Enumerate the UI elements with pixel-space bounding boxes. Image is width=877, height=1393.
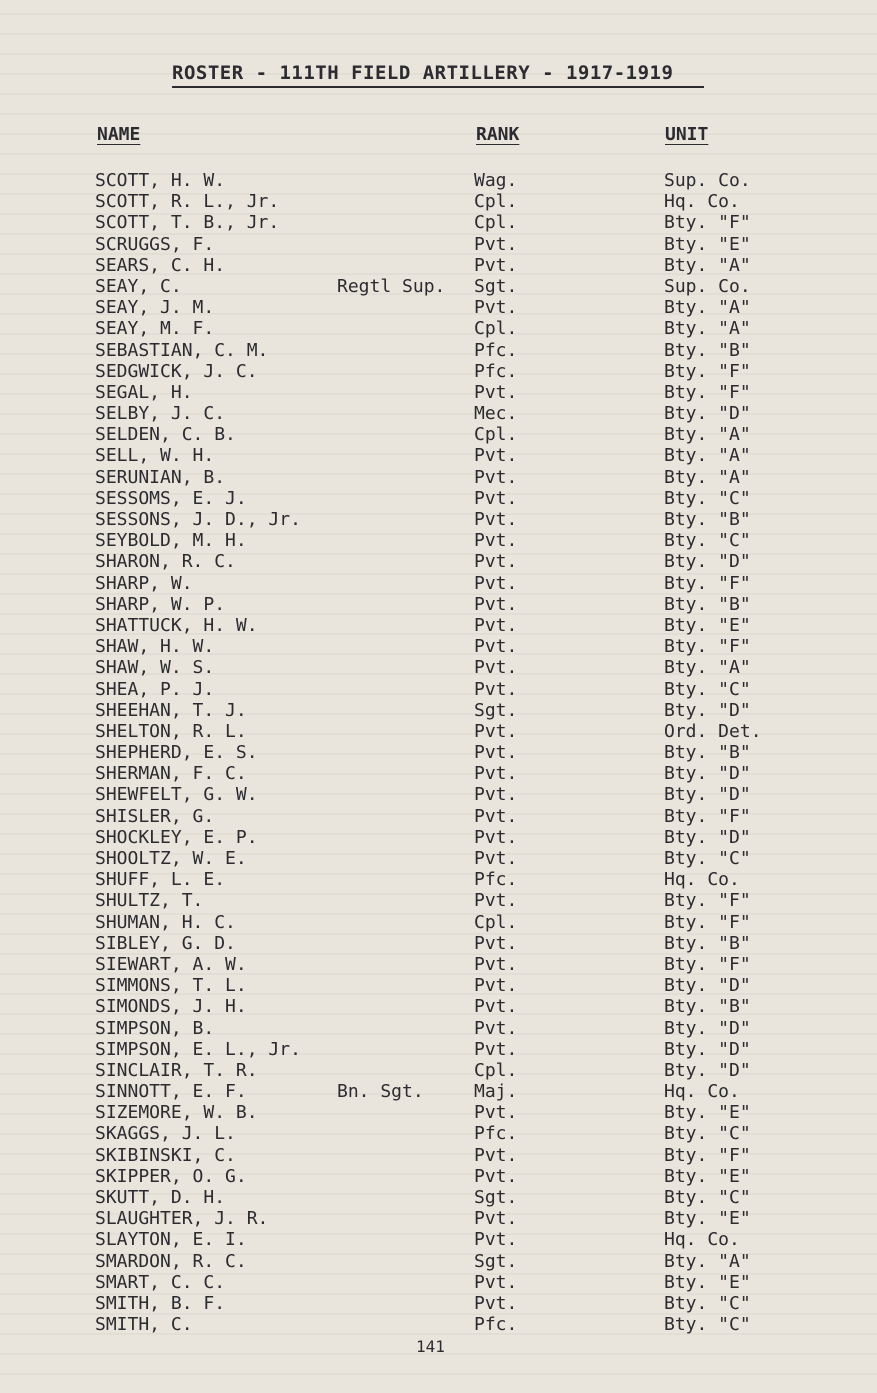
table-row [0, 912, 877, 933]
roster-rank: Pvt. [474, 1292, 518, 1314]
table-row [0, 403, 877, 424]
roster-unit: Bty. "A" [664, 254, 751, 276]
table-row [0, 1314, 877, 1335]
roster-unit: Bty. "D" [664, 1038, 751, 1060]
table-row [0, 890, 877, 911]
roster-name: SKUTT, D. H. [95, 1187, 226, 1208]
roster-rank: Pvt. [474, 1038, 518, 1060]
roster-name: SMARDON, R. C. [95, 1250, 247, 1272]
table-row [0, 1123, 877, 1144]
roster-rank: Pvt. [474, 381, 518, 403]
roster-name: SIMPSON, E. L., Jr. [95, 1038, 301, 1060]
table-row [0, 806, 877, 827]
roster-name: SCOTT, R. L., Jr. [95, 191, 280, 213]
roster-name: SELL, W. H. [95, 445, 215, 467]
roster-name: SHISLER, G. [95, 805, 215, 827]
roster-name: SCOTT, H. W. [95, 170, 226, 191]
page-title: ROSTER - 111TH FIELD ARTILLERY - 1917-1919 [172, 62, 674, 84]
table-row [0, 445, 877, 466]
roster-name: SESSOMS, E. J. [95, 487, 247, 509]
roster-unit: Bty. "F" [664, 1144, 751, 1166]
roster-unit: Bty. "F" [664, 805, 751, 827]
roster-name: SHUMAN, H. C. [95, 911, 236, 933]
roster-unit: Bty. "E" [664, 1208, 751, 1230]
roster-rank: Cpl. [474, 318, 518, 340]
roster-name: SKIPPER, O. G. [95, 1165, 247, 1187]
roster-unit: Bty. "C" [664, 530, 751, 552]
roster-name: SHEA, P. J. [95, 678, 215, 700]
roster-name: SKAGGS, J. L. [95, 1123, 236, 1145]
roster-name: SCRUGGS, F. [95, 233, 215, 255]
table-row [0, 700, 877, 721]
roster-rank: Sgt. [474, 1187, 518, 1208]
roster-unit: Sup. Co. [664, 275, 751, 297]
roster-rank: Pvt. [474, 593, 518, 615]
table-row [0, 742, 877, 763]
table-row [0, 191, 877, 212]
roster-name: SIMONDS, J. H. [95, 996, 247, 1018]
table-row [0, 573, 877, 594]
roster-unit: Ord. Det. [664, 720, 762, 742]
table-row [0, 318, 877, 339]
roster-unit: Bty. "F" [664, 636, 751, 658]
roster-name: SHEEHAN, T. J. [95, 699, 247, 721]
column-header-rank: RANK [476, 124, 520, 145]
table-row [0, 1229, 877, 1250]
roster-unit: Bty. "C" [664, 1123, 751, 1145]
roster-name: SIZEMORE, W. B. [95, 1102, 258, 1124]
table-row [0, 1060, 877, 1081]
roster-rank: Sgt. [474, 699, 518, 721]
table-row [0, 1145, 877, 1166]
roster-rank: Pvt. [474, 445, 518, 467]
roster-rank: Pfc. [474, 339, 518, 361]
roster-unit: Bty. "D" [664, 1017, 751, 1039]
roster-name: SHOCKLEY, E. P. [95, 826, 258, 848]
table-row [0, 424, 877, 445]
roster-unit: Bty. "F" [664, 572, 751, 594]
table-row [0, 467, 877, 488]
table-row [0, 657, 877, 678]
roster-name: SHAW, W. S. [95, 657, 215, 679]
roster-unit: Hq. Co. [664, 1081, 740, 1103]
roster-name: SEYBOLD, M. H. [95, 530, 247, 552]
roster-rank: Sgt. [474, 275, 518, 297]
roster-rank: Pvt. [474, 805, 518, 827]
roster-rank: Pfc. [474, 360, 518, 382]
roster-unit: Bty. "C" [664, 487, 751, 509]
roster-unit: Bty. "E" [664, 1102, 751, 1124]
roster-rank: Pfc. [474, 1123, 518, 1145]
roster-unit: Bty. "A" [664, 424, 751, 446]
roster-unit: Bty. "C" [664, 1314, 751, 1336]
roster-name: SHARP, W. P. [95, 593, 226, 615]
roster-rank: Pvt. [474, 784, 518, 806]
roster-rank: Pvt. [474, 1144, 518, 1166]
roster-name: SIMMONS, T. L. [95, 975, 247, 997]
roster-name: SEBASTIAN, C. M. [95, 339, 269, 361]
roster-rank: Pvt. [474, 551, 518, 573]
table-row [0, 975, 877, 996]
roster-name: SHELTON, R. L. [95, 720, 247, 742]
roster-unit: Bty. "A" [664, 445, 751, 467]
roster-rank: Pvt. [474, 572, 518, 594]
table-row [0, 763, 877, 784]
roster-unit: Bty. "A" [664, 657, 751, 679]
roster-title: Bn. Sgt. [337, 1081, 424, 1103]
table-row [0, 996, 877, 1017]
roster-name: SHERMAN, F. C. [95, 763, 247, 785]
table-row [0, 1187, 877, 1208]
roster-rank: Pvt. [474, 975, 518, 997]
table-row [0, 954, 877, 975]
table-row [0, 255, 877, 276]
table-row [0, 212, 877, 233]
table-row [0, 234, 877, 255]
table-row [0, 551, 877, 572]
table-row [0, 170, 877, 191]
roster-rank: Pvt. [474, 720, 518, 742]
table-row [0, 679, 877, 700]
table-row [0, 1272, 877, 1293]
table-row [0, 1039, 877, 1060]
roster-name: SHARP, W. [95, 572, 193, 594]
roster-rank: Pvt. [474, 466, 518, 488]
roster-unit: Bty. "E" [664, 1165, 751, 1187]
roster-unit: Bty. "C" [664, 678, 751, 700]
table-row [0, 1166, 877, 1187]
table-row [0, 594, 877, 615]
roster-rank: Pfc. [474, 869, 518, 891]
roster-unit: Bty. "F" [664, 360, 751, 382]
page-number: 141 [416, 1337, 445, 1356]
roster-rank: Pvt. [474, 1017, 518, 1039]
roster-name: SINCLAIR, T. R. [95, 1059, 258, 1081]
roster-unit: Bty. "C" [664, 848, 751, 869]
table-row [0, 1293, 877, 1314]
roster-rank: Pvt. [474, 932, 518, 954]
roster-name: SKIBINSKI, C. [95, 1144, 236, 1166]
table-row [0, 615, 877, 636]
roster-title: Regtl Sup. [337, 275, 446, 297]
roster-rank: Cpl. [474, 191, 518, 213]
roster-name: SHEWFELT, G. W. [95, 784, 258, 806]
roster-unit: Sup. Co. [664, 170, 751, 191]
roster-rank: Pvt. [474, 678, 518, 700]
title-underline [172, 86, 704, 88]
roster-rank: Pvt. [474, 742, 518, 764]
roster-unit: Bty. "C" [664, 1187, 751, 1208]
column-header-name: NAME [97, 124, 141, 145]
roster-unit: Bty. "D" [664, 1059, 751, 1081]
roster-unit: Bty. "F" [664, 381, 751, 403]
roster-rank: Pvt. [474, 509, 518, 530]
table-row [0, 848, 877, 869]
roster-unit: Bty. "B" [664, 996, 751, 1018]
roster-unit: Hq. Co. [664, 869, 740, 891]
roster-rank: Pvt. [474, 890, 518, 912]
table-row [0, 827, 877, 848]
roster-name: SMITH, C. [95, 1314, 193, 1336]
roster-rank: Pvt. [474, 487, 518, 509]
roster-unit: Bty. "C" [664, 1292, 751, 1314]
roster-name: SIBLEY, G. D. [95, 932, 236, 954]
table-row [0, 297, 877, 318]
roster-rank: Cpl. [474, 424, 518, 446]
roster-rank: Cpl. [474, 1059, 518, 1081]
roster-unit: Bty. "E" [664, 1271, 751, 1293]
roster-rank: Pvt. [474, 297, 518, 319]
roster-name: SLAUGHTER, J. R. [95, 1208, 269, 1230]
roster-name: SIMPSON, B. [95, 1017, 215, 1039]
roster-unit: Bty. "B" [664, 932, 751, 954]
roster-name: SELDEN, C. B. [95, 424, 236, 446]
roster-name: SLAYTON, E. I. [95, 1229, 247, 1251]
roster-name: SEDGWICK, J. C. [95, 360, 258, 382]
table-row [0, 276, 877, 297]
table-row [0, 488, 877, 509]
table-row [0, 784, 877, 805]
roster-rank: Pvt. [474, 1165, 518, 1187]
roster-unit: Bty. "D" [664, 826, 751, 848]
roster-unit: Bty. "D" [664, 763, 751, 785]
roster-name: SEARS, C. H. [95, 254, 226, 276]
roster-unit: Bty. "A" [664, 318, 751, 340]
roster-unit: Bty. "A" [664, 466, 751, 488]
roster-rank: Pvt. [474, 763, 518, 785]
roster-rank: Sgt. [474, 1250, 518, 1272]
roster-name: SEAY, J. M. [95, 297, 215, 319]
roster-rank: Pvt. [474, 614, 518, 636]
roster-name: SEAY, C. [95, 275, 182, 297]
roster-unit: Bty. "F" [664, 890, 751, 912]
roster-unit: Bty. "D" [664, 784, 751, 806]
roster-name: SHAW, H. W. [95, 636, 215, 658]
roster-rank: Pvt. [474, 636, 518, 658]
table-row [0, 1251, 877, 1272]
roster-unit: Bty. "B" [664, 509, 751, 530]
roster-rank: Cpl. [474, 911, 518, 933]
roster-unit: Bty. "E" [664, 614, 751, 636]
roster-unit: Bty. "F" [664, 212, 751, 234]
roster-name: SESSONS, J. D., Jr. [95, 509, 301, 530]
roster-name: SHEPHERD, E. S. [95, 742, 258, 764]
roster-rank: Pfc. [474, 1314, 518, 1336]
roster-rank: Pvt. [474, 1271, 518, 1293]
roster-name: SHUFF, L. E. [95, 869, 226, 891]
table-row [0, 933, 877, 954]
roster-name: SHOOLTZ, W. E. [95, 848, 247, 869]
roster-unit: Bty. "E" [664, 233, 751, 255]
table-row [0, 1081, 877, 1102]
roster-rank: Pvt. [474, 254, 518, 276]
roster-rank: Pvt. [474, 1229, 518, 1251]
roster-rank: Pvt. [474, 530, 518, 552]
roster-name: SCOTT, T. B., Jr. [95, 212, 280, 234]
roster-name: SIEWART, A. W. [95, 953, 247, 975]
table-row [0, 636, 877, 657]
roster-table [0, 170, 877, 1335]
table-row [0, 721, 877, 742]
roster-rank: Pvt. [474, 953, 518, 975]
roster-unit: Hq. Co. [664, 1229, 740, 1251]
table-row [0, 509, 877, 530]
roster-name: SEAY, M. F. [95, 318, 215, 340]
roster-rank: Pvt. [474, 233, 518, 255]
roster-rank: Pvt. [474, 848, 518, 869]
roster-rank: Pvt. [474, 996, 518, 1018]
roster-name: SHARON, R. C. [95, 551, 236, 573]
roster-name: SHULTZ, T. [95, 890, 204, 912]
roster-unit: Bty. "B" [664, 593, 751, 615]
roster-rank: Cpl. [474, 212, 518, 234]
roster-name: SHATTUCK, H. W. [95, 614, 258, 636]
table-row [0, 530, 877, 551]
roster-rank: Maj. [474, 1081, 518, 1103]
table-row [0, 1208, 877, 1229]
roster-name: SERUNIAN, B. [95, 466, 226, 488]
roster-name: SMART, C. C. [95, 1271, 226, 1293]
roster-unit: Bty. "B" [664, 339, 751, 361]
roster-unit: Bty. "D" [664, 551, 751, 573]
roster-rank: Pvt. [474, 657, 518, 679]
roster-unit: Bty. "A" [664, 297, 751, 319]
roster-unit: Bty. "A" [664, 1250, 751, 1272]
table-row [0, 1018, 877, 1039]
table-row [0, 1102, 877, 1123]
roster-unit: Bty. "F" [664, 953, 751, 975]
roster-name: SELBY, J. C. [95, 403, 226, 425]
roster-rank: Pvt. [474, 826, 518, 848]
roster-unit: Bty. "D" [664, 699, 751, 721]
roster-rank: Pvt. [474, 1102, 518, 1124]
roster-name: SMITH, B. F. [95, 1292, 226, 1314]
roster-rank: Mec. [474, 403, 518, 425]
roster-rank: Pvt. [474, 1208, 518, 1230]
table-row [0, 869, 877, 890]
table-row [0, 340, 877, 361]
roster-unit: Bty. "D" [664, 403, 751, 425]
roster-name: SINNOTT, E. F. [95, 1081, 247, 1103]
roster-unit: Hq. Co. [664, 191, 740, 213]
roster-unit: Bty. "B" [664, 742, 751, 764]
table-row [0, 361, 877, 382]
roster-name: SEGAL, H. [95, 381, 193, 403]
roster-unit: Bty. "D" [664, 975, 751, 997]
roster-unit: Bty. "F" [664, 911, 751, 933]
column-header-unit: UNIT [665, 124, 709, 145]
table-row [0, 382, 877, 403]
roster-rank: Wag. [474, 170, 518, 191]
